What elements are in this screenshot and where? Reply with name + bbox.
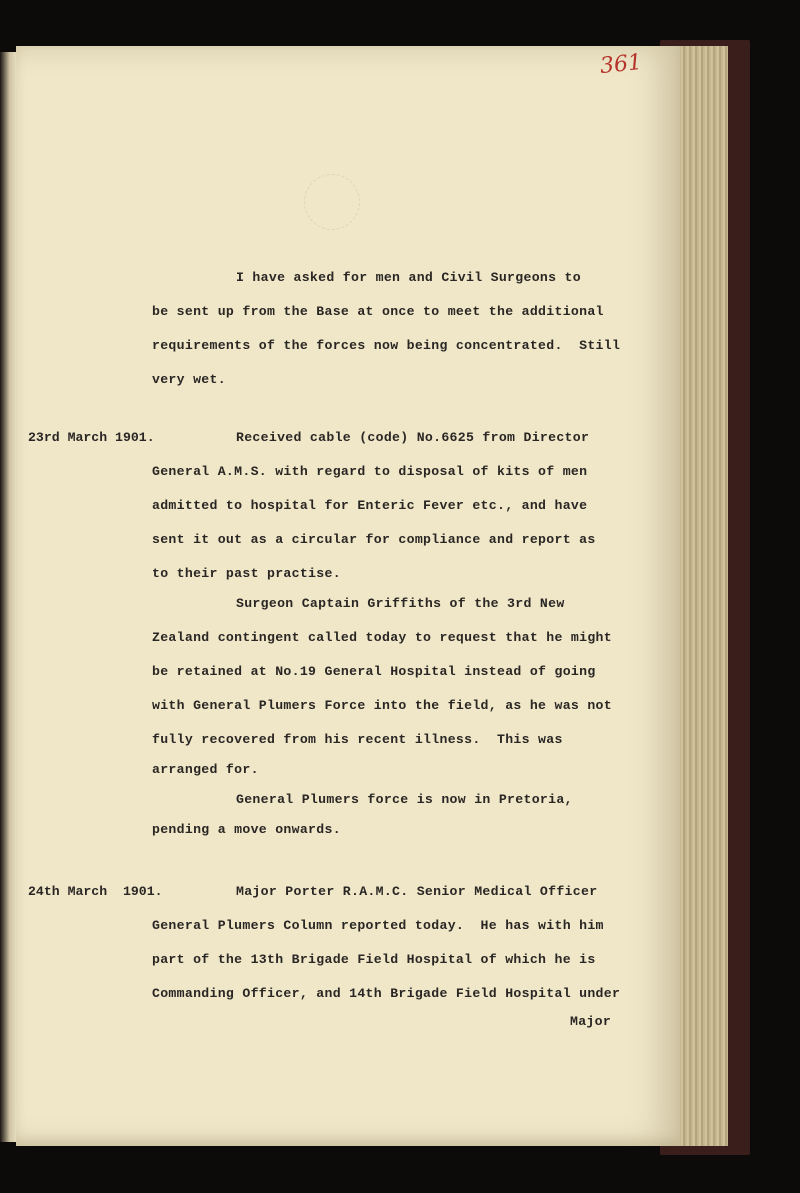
text-line: very wet. [152,372,226,387]
folio-number: 361 [598,49,644,80]
text-line: with General Plumers Force into the field, as he was not [152,698,612,713]
text-line: General Plumers force is now in Pretoria, [236,792,573,807]
text-line: sent it out as a circular for compliance and report as [152,532,596,547]
text-line: to their past practise. [152,566,341,581]
entry-date: 23rd March 1901. [28,430,155,445]
text-line: admitted to hospital for Enteric Fever etc., and have [152,498,588,513]
entry-date: 24th March 1901. [28,884,163,899]
text-line: Received cable (code) No.6625 from Director [236,430,590,445]
text-line: Commanding Officer, and 14th Brigade Field Hospital under [152,986,621,1001]
text-line: pending a move onwards. [152,822,341,837]
text-line: arranged for. [152,762,259,777]
text-line: Major Porter R.A.M.C. Senior Medical Officer [236,884,598,899]
embossed-stamp [304,174,360,230]
catchword: Major [570,1014,612,1029]
text-line: be retained at No.19 General Hospital instead of going [152,664,596,679]
text-line: fully recovered from his recent illness. This was [152,732,563,747]
text-line: General A.M.S. with regard to disposal of kits of men [152,464,588,479]
text-line: be sent up from the Base at once to meet the additional [152,304,604,319]
book-binding [0,52,16,1142]
text-line: part of the 13th Brigade Field Hospital of which he is [152,952,596,967]
text-line: I have asked for men and Civil Surgeons to [236,270,581,285]
text-line: Zealand contingent called today to request that he might [152,630,612,645]
text-line: Surgeon Captain Griffiths of the 3rd New [236,596,565,611]
text-line: requirements of the forces now being concentrated. Still [152,338,621,353]
text-line: General Plumers Column reported today. He has with him [152,918,604,933]
